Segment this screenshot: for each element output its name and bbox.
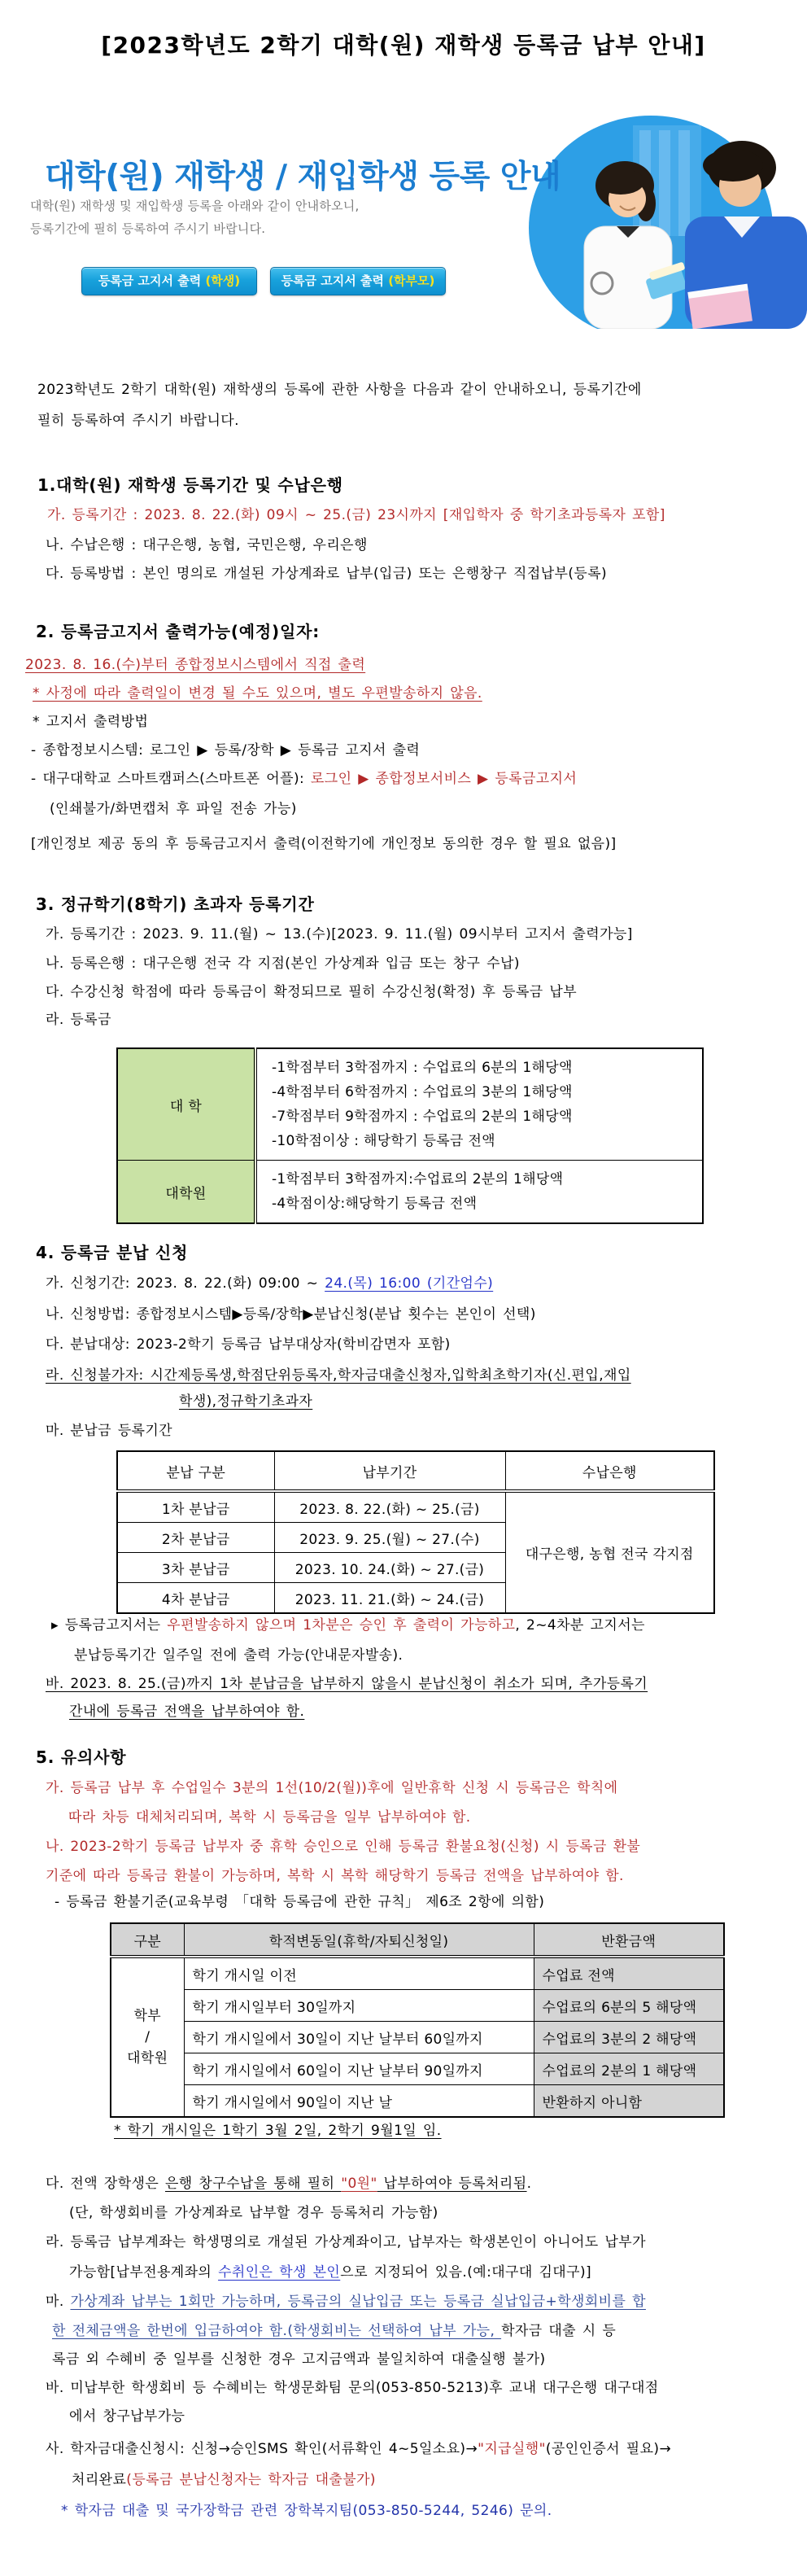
installment-3-period: 2023. 10. 24.(화) ~ 27.(금)	[274, 1553, 505, 1583]
col-header-change-date: 학적변동일(휴학/자퇴신청일)	[184, 1923, 534, 1957]
print-bill-parent-paren: (학부모)	[388, 273, 435, 288]
s5-item-ma-line3: 록금 외 수혜비 중 일부를 신청한 경우 고지금액과 불일치하여 대출실행 불가)	[52, 2351, 546, 2368]
s4-bullet-red: 우편발송하지 않으며 1차분은 승인 후 출력이 가능하고	[167, 1617, 516, 1634]
tuition-univ-line1: -1학점부터 3학점까지 : 수업료의 6분의 1해당액	[272, 1060, 573, 1076]
s5-item-da-line2: (단, 학생회비를 가상계좌로 납부할 경우 등록처리 가능함)	[69, 2205, 438, 2221]
s2-privacy-note: [개인정보 제공 동의 후 등록금고지서 출력(이전학기에 개인정보 동의한 경우 할 필요 없음)]	[31, 836, 617, 852]
s5-ra-payee: 수취인은 학생 본인	[218, 2264, 341, 2281]
print-bill-student-button[interactable]	[81, 267, 257, 295]
table-row	[111, 2022, 724, 2053]
refund-5-amount: 반환하지 아니함	[534, 2085, 724, 2118]
s4-item-da: 다. 분납대상: 2023-2학기 등록금 납부대상자(학비감면자 포함)	[46, 1336, 451, 1353]
s5-ma-navy1: 가상계좌 납부는 1회만 가능하며, 등록금의 실납입금 또는 등록금 실납입금+학생회비를 합	[70, 2294, 646, 2310]
tuition-univ-line4: -10학점이상 : 해당학기 등록금 전액	[272, 1133, 495, 1149]
s4-apply-deadline: 24.(목) 16:00 (기간엄수)	[325, 1275, 494, 1292]
table-row	[111, 2085, 724, 2118]
table-row	[117, 1491, 714, 1523]
s5-item-ma-line2	[52, 2322, 616, 2341]
tuition-univ-line3: -7학점부터 9학점까지 : 수업료의 2분의 1해당액	[272, 1109, 573, 1125]
tuition-grad-label: 대학원	[117, 1161, 255, 1224]
print-bill-student-label: 등록금 고지서 출력	[98, 273, 206, 288]
s1-item-da: 다. 등록방법 : 본인 명의로 개설된 가상계좌로 납부(입금) 또는 은행창구 직접납부(등록)	[46, 566, 608, 582]
s4-item-ga	[46, 1275, 493, 1293]
installment-2-period: 2023. 9. 25.(월) ~ 27.(수)	[274, 1523, 505, 1553]
s5-da-zero-won: "0원"	[341, 2176, 377, 2192]
installment-4-period: 2023. 11. 21.(화) ~ 24.(금)	[274, 1583, 505, 1614]
refund-2-amount: 수업료의 6분의 5 해당액	[534, 1990, 724, 2022]
refund-group-line3: 대학원	[127, 2050, 168, 2066]
s3-item-da: 다. 수강신청 학점에 따라 등록금이 확정되므로 필히 수강신청(확정) 후 등록금 납부	[46, 984, 578, 1000]
s5-da-period: .	[526, 2176, 532, 2192]
s4-item-na: 나. 신청방법: 종합정보시스템▶등록/장학▶분납신청(분납 횟수는 본인이 선택)	[46, 1306, 536, 1323]
refund-3-when: 학기 개시일에서 30일이 지난 날부터 60일까지	[184, 2022, 534, 2053]
s2-method-portal: - 종합정보시스템: 로그인 ▶ 등록/장학 ▶ 등록금 고지서 출력	[31, 742, 421, 759]
s4-item-ba-line1: 바. 2023. 8. 25.(금)까지 1차 분납금을 납부하지 않을시 분납신청이 취소가 되며, 추가등록기	[46, 1676, 648, 1692]
refund-2-when: 학기 개시일부터 30일까지	[184, 1990, 534, 2022]
section3-heading: 3. 정규학기(8학기) 초과자 등록기간	[36, 894, 315, 914]
s3-item-ra: 라. 등록금	[46, 1012, 111, 1028]
s5-item-da-line1	[46, 2175, 531, 2193]
refund-3-amount: 수업료의 3분의 2 해당액	[534, 2022, 724, 2053]
refund-4-when: 학기 개시일에서 60일이 지난 날부터 90일까지	[184, 2053, 534, 2085]
table-row	[117, 1048, 703, 1161]
tuition-univ-label: 대 학	[117, 1048, 255, 1161]
s5-item-ma-line1	[46, 2293, 646, 2311]
s1-item-ga: 가. 등록기간 : 2023. 8. 22.(화) 09시 ~ 25.(금) 23시까지 [재입학자 중 학기초과등록자 포함]	[47, 507, 665, 523]
s4-item-ba-line2: 간내에 등록금 전액을 납부하여야 함.	[69, 1703, 305, 1720]
col-header-refund-amount: 반환금액	[534, 1923, 724, 1957]
students-photo	[504, 114, 807, 329]
refund-group-line1: 학부	[133, 2008, 161, 2024]
s3-item-na: 나. 등록은행 : 대구은행 전국 각 지점(본인 가상계좌 입금 또는 창구 수납)	[46, 956, 520, 972]
tuition-univ-line2: -4학점부터 6학점까지 : 수업료의 3분의 1해당액	[272, 1084, 573, 1100]
s5-sa-execute: "지급실행"	[478, 2441, 546, 2457]
s2-note-change: * 사정에 따라 출력일이 변경 될 수도 있으며, 별도 우편발송하지 않음.	[33, 685, 482, 702]
s5-refund-note: - 등록금 환불기준(교육부령 「대학 등록금에 관한 규칙」 제6조 2항에 의함)	[55, 1894, 545, 1910]
s4-item-ma: 마. 분납금 등록기간	[46, 1423, 172, 1439]
col-header-installment: 분납 구분	[117, 1451, 274, 1491]
s4-bullet-prefix: ▸ 등록금고지서는	[51, 1617, 168, 1634]
installment-bank: 대구은행, 농협 전국 각지점	[505, 1491, 714, 1613]
s5-item-sa-line1	[46, 2440, 671, 2459]
s2-print-date: 2023. 8. 16.(수)부터 종합정보시스템에서 직접 출력	[25, 657, 366, 673]
table-row	[111, 2053, 724, 2085]
print-bill-parent-button[interactable]	[270, 267, 446, 295]
s4-item-ra-line2: 학생),정규학기초과자	[179, 1393, 313, 1410]
intro-line2: 필히 등록하여 주시기 바랍니다.	[37, 413, 239, 429]
s4-bullet-suffix: , 2~4차분 고지서는	[515, 1617, 645, 1634]
print-bill-student-paren: (학생)	[205, 273, 241, 288]
installment-1-name: 1차 분납금	[117, 1491, 274, 1523]
banner-heading: 대학(원) 재학생 / 재입학생 등록 안내	[45, 159, 561, 195]
s5-ra-suffix: 으로 지정되어 있음.(예:대구대 김대구)]	[340, 2264, 592, 2281]
section1-heading: 1.대학(원) 재학생 등록기간 및 수납은행	[37, 475, 343, 495]
table-header-row	[111, 1923, 724, 1957]
refund-group-line2: /	[145, 2029, 150, 2045]
s5-ma-black1: 학자금 대출 시 등	[501, 2323, 617, 2339]
col-header-period: 납부기간	[274, 1451, 505, 1491]
s5-sa-prefix: 사. 학자금대출신청시: 신청→승인SMS 확인(서류확인 4~5일소요)→	[46, 2441, 478, 2457]
installment-4-name: 4차 분납금	[117, 1583, 274, 1614]
refund-table	[110, 1922, 725, 2118]
s5-item-na-line1: 나. 2023-2학기 등록금 납부자 중 휴학 승인으로 인해 등록금 환불요청(신청) 시 등록금 환불	[46, 1839, 641, 1855]
s5-da-prefix: 다. 전액 장학생은	[46, 2176, 165, 2192]
refund-group-label	[111, 1957, 184, 2117]
tuition-table	[116, 1047, 704, 1224]
s5-ma-label: 마.	[46, 2294, 71, 2310]
s5-sa-suffix: (공인인증서 필요)→	[545, 2441, 672, 2457]
installment-table	[116, 1450, 715, 1614]
s5-item-ga-line2: 따라 차등 대체처리되며, 복학 시 등록금을 일부 납부하여야 함.	[68, 1809, 471, 1826]
table-row	[111, 1990, 724, 2022]
table-row	[117, 1161, 703, 1224]
section5-heading: 5. 유의사항	[36, 1747, 127, 1767]
section4-heading: 4. 등록금 분납 신청	[36, 1243, 189, 1262]
s5-item-ra-line2	[69, 2263, 591, 2282]
tuition-grad-line2: -4학점이상:해당학기 등록금 전액	[272, 1196, 478, 1212]
s4-bullet-line2: 분납등록기간 일주일 전에 출력 가능(안내문자발송).	[74, 1647, 404, 1664]
s2-method-app-label: - 대구대학교 스마트캠퍼스(스마트폰 어플):	[31, 771, 311, 787]
section2-heading: 2. 등록금고지서 출력가능(예정)일자:	[36, 622, 320, 641]
s5-da-underline2: 납부하여야 등록처리됨	[377, 2176, 527, 2192]
s2-method-app-path: 로그인 ▶ 종합정보서비스 ▶ 등록금고지서	[310, 771, 578, 787]
s5-item-na-line2: 기준에 따라 등록금 환불이 가능하며, 복학 시 복학 해당학기 등록금 전액을 납부하여야 함.	[46, 1868, 624, 1884]
installment-2-name: 2차 분납금	[117, 1523, 274, 1553]
page-title: [2023학년도 2학기 대학(원) 재학생 등록금 납부 안내]	[101, 32, 706, 59]
installment-3-name: 3차 분납금	[117, 1553, 274, 1583]
s2-print-method: * 고지서 출력방법	[33, 714, 149, 730]
s2-method-app	[31, 770, 577, 789]
s5-item-ra-line1: 라. 등록금 납부계좌는 학생명의로 개설된 가상계좌이고, 납부자는 학생본인이 아니어도 납부가	[46, 2234, 646, 2250]
col-header-bank: 수납은행	[505, 1451, 714, 1491]
s5-item-ba-line2: 에서 창구납부가능	[69, 2408, 185, 2425]
refund-4-amount: 수업료의 2분의 1 해당액	[534, 2053, 724, 2085]
tuition-grad-line1: -1학점부터 3학점까지:수업료의 2분의 1해당액	[272, 1171, 564, 1187]
s4-bullet-line1	[51, 1616, 645, 1635]
s5-sa-complete: 처리완료	[72, 2472, 127, 2488]
table-row	[111, 1957, 724, 1990]
s5-item-ga-line1: 가. 등록금 납부 후 수업일수 3분의 1선(10/2(월))후에 일반휴학 신청 시 등록금은 학칙에	[46, 1780, 618, 1796]
s1-item-na: 나. 수납은행 : 대구은행, 농협, 국민은행, 우리은행	[46, 537, 368, 553]
s5-item-ba-line1: 바. 미납부한 학생회비 등 수혜비는 학생문화팀 문의(053-850-5213)후 교내 대구은행 대구대점	[46, 2380, 659, 2396]
s3-item-ga: 가. 등록기간 : 2023. 9. 11.(월) ~ 13.(수)[2023. 9. 11.(월) 09시부터 고지서 출력가능]	[46, 926, 633, 942]
s5-sa-no-loan: (등록금 분납신청자는 학자금 대출불가)	[126, 2472, 376, 2488]
s5-da-underline1: 은행 창구수납을 통해 필히	[164, 2176, 342, 2192]
refund-1-amount: 수업료 전액	[534, 1957, 724, 1990]
banner-subtitle-line2: 등록기간에 필히 등록하여 주시기 바랍니다.	[30, 221, 266, 236]
col-header-category: 구분	[111, 1923, 184, 1957]
installment-1-period: 2023. 8. 22.(화) ~ 25.(금)	[274, 1491, 505, 1523]
s4-item-ra-line1: 라. 신청불가자: 시간제등록생,학점단위등록자,학자금대출신청자,입학최초학기자(신.편입,재입	[46, 1367, 631, 1384]
s2-app-caption: (인쇄불가/화면캡처 후 파일 전송 가능)	[50, 801, 297, 817]
refund-5-when: 학기 개시일에서 90일이 지난 날	[184, 2085, 534, 2118]
table-header-row	[117, 1451, 714, 1491]
banner	[0, 114, 807, 330]
print-bill-parent-label: 등록금 고지서 출력	[281, 273, 389, 288]
s5-ra-prefix: 가능함[납부전용계좌의	[69, 2264, 219, 2281]
refund-1-when: 학기 개시일 이전	[184, 1957, 534, 1990]
s4-apply-period-label: 가. 신청기간: 2023. 8. 22.(화) 09:00 ~	[46, 1275, 325, 1292]
s5-ma-navy2: 한 전체금액을 한번에 입금하여야 함.(학생회비는 선택하여 납부 가능,	[52, 2323, 502, 2339]
banner-subtitle-line1: 대학(원) 재학생 및 재입학생 등록을 아래와 같이 안내하오니,	[30, 199, 360, 213]
s5-semester-start-note: * 학기 개시일은 1학기 3월 2일, 2학기 9월1일 임.	[114, 2123, 442, 2139]
s5-scholarship-contact: * 학자금 대출 및 국가장학금 관련 장학복지팀(053-850-5244, 5246) 문의.	[61, 2503, 552, 2519]
s5-item-sa-line2	[72, 2471, 376, 2490]
intro-line1: 2023학년도 2학기 대학(원) 재학생의 등록에 관한 사항을 다음과 같이 안내하오니, 등록기간에	[37, 382, 642, 398]
